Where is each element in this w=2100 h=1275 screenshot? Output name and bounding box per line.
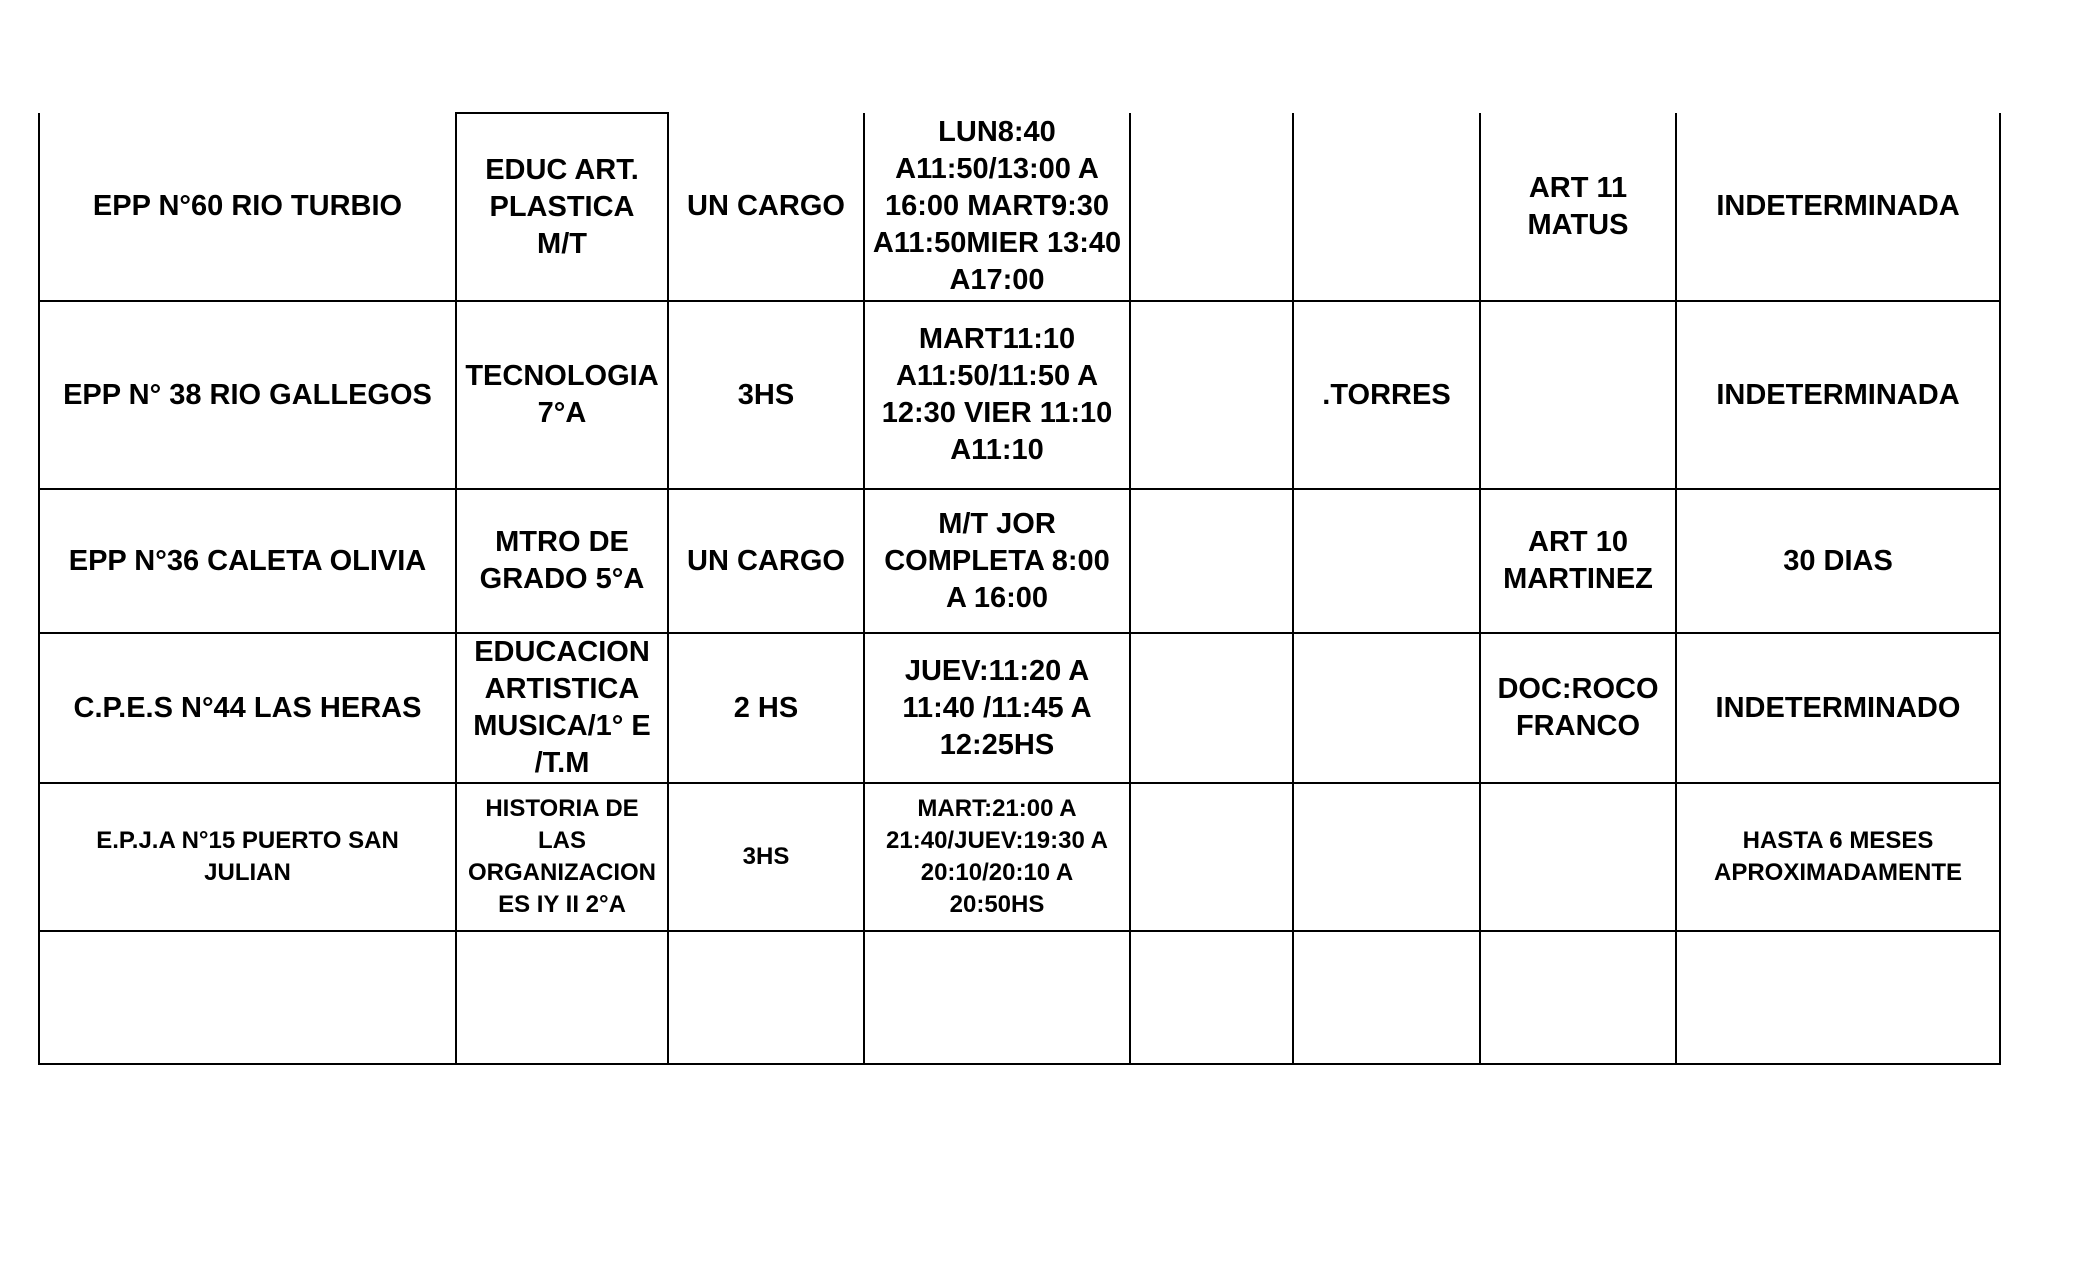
vacancy-table: [38, 112, 2001, 1065]
school-cell: EPP N° 38 RIO GALLEGOS: [39, 301, 456, 489]
blank-cell: [1130, 931, 1293, 1064]
teacher-cell: [1293, 931, 1480, 1064]
teacher-cell: .TORRES: [1293, 301, 1480, 489]
table-row: [39, 633, 2000, 783]
hours-cell: UN CARGO: [668, 113, 864, 301]
duration-cell: INDETERMINADA: [1676, 113, 2000, 301]
hours-cell: UN CARGO: [668, 489, 864, 633]
hours-cell: 2 HS: [668, 633, 864, 783]
duration-cell: 30 DIAS: [1676, 489, 2000, 633]
article-cell: [1480, 931, 1676, 1064]
subject-cell: TECNOLOGIA 7°A: [456, 301, 668, 489]
article-cell: ART 11 MATUS: [1480, 113, 1676, 301]
subject-cell: [456, 931, 668, 1064]
article-cell: ART 10 MARTINEZ: [1480, 489, 1676, 633]
blank-cell: [1130, 113, 1293, 301]
schedule-cell: JUEV:11:20 A 11:40 /11:45 A 12:25HS: [864, 633, 1130, 783]
article-cell: [1480, 783, 1676, 931]
table-row: [39, 301, 2000, 489]
article-cell: DOC:ROCO FRANCO: [1480, 633, 1676, 783]
hours-cell: [668, 931, 864, 1064]
schedule-cell: MART11:10 A11:50/11:50 A 12:30 VIER 11:10 A11:10: [864, 301, 1130, 489]
table-row: [39, 931, 2000, 1064]
schedule-cell: MART:21:00 A 21:40/JUEV:19:30 A 20:10/20:10 A 20:50HS: [864, 783, 1130, 931]
school-cell: EPP N°60 RIO TURBIO: [39, 113, 456, 301]
teacher-cell: [1293, 783, 1480, 931]
subject-cell: HISTORIA DE LAS ORGANIZACION ES IY II 2°A: [456, 783, 668, 931]
blank-cell: [1130, 489, 1293, 633]
schedule-cell: M/T JOR COMPLETA 8:00 A 16:00: [864, 489, 1130, 633]
blank-cell: [1130, 301, 1293, 489]
hours-cell: 3HS: [668, 783, 864, 931]
blank-cell: [1130, 783, 1293, 931]
subject-cell: MTRO DE GRADO 5°A: [456, 489, 668, 633]
duration-cell: INDETERMINADO: [1676, 633, 2000, 783]
school-cell: E.P.J.A N°15 PUERTO SAN JULIAN: [39, 783, 456, 931]
teacher-cell: [1293, 113, 1480, 301]
duration-cell: INDETERMINADA: [1676, 301, 2000, 489]
teacher-cell: [1293, 633, 1480, 783]
school-cell: EPP N°36 CALETA OLIVIA: [39, 489, 456, 633]
subject-cell: EDUC ART. PLASTICA M/T: [456, 113, 668, 301]
subject-cell: EDUCACION ARTISTICA MUSICA/1° E /T.M: [456, 633, 668, 783]
school-cell: [39, 931, 456, 1064]
hours-cell: 3HS: [668, 301, 864, 489]
blank-cell: [1130, 633, 1293, 783]
table-row: [39, 489, 2000, 633]
schedule-cell: LUN8:40 A11:50/13:00 A 16:00 MART9:30 A11:50MIER 13:40 A17:00: [864, 113, 1130, 301]
article-cell: [1480, 301, 1676, 489]
table-row: [39, 783, 2000, 931]
duration-cell: HASTA 6 MESES APROXIMADAMENTE: [1676, 783, 2000, 931]
schedule-cell: [864, 931, 1130, 1064]
table-row: [39, 113, 2000, 301]
teacher-cell: [1293, 489, 1480, 633]
duration-cell: [1676, 931, 2000, 1064]
school-cell: C.P.E.S N°44 LAS HERAS: [39, 633, 456, 783]
